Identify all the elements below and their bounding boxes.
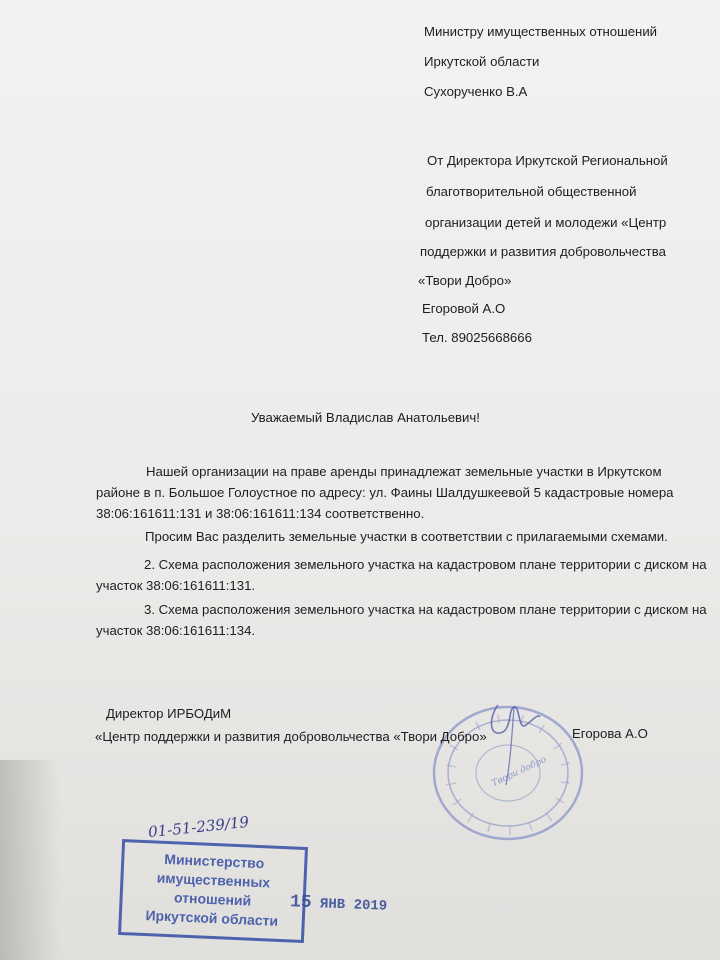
paragraph-scheme-2-line-1: 2. Схема расположения земельного участка на кадастровом плане территории с диском на	[144, 557, 707, 572]
sender-phone: Тел. 89025668666	[422, 330, 532, 345]
paragraph-scheme-2-line-2: участок 38:06:161611:131.	[96, 578, 256, 593]
signatory-name: Егорова А.О	[572, 726, 648, 741]
svg-text:Твори добро: Твори добро	[490, 755, 549, 789]
paragraph-scheme-3-line-2: участок 38:06:161611:134.	[96, 623, 256, 638]
addressee-line-2: Иркутской области	[424, 54, 540, 69]
sender-line-5: «Твори Добро»	[418, 273, 512, 288]
sender-line-3: организации детей и молодежи «Центр	[425, 215, 667, 230]
photo-shadow	[0, 760, 60, 960]
paragraph-scheme-3	[96, 599, 707, 641]
stamp-line-2: отношений	[173, 889, 252, 909]
paragraph-ownership-line-2: районе в п. Большое Голоустное по адресу: ул. Фаины Шалдушкеевой 5 кадастровые номера	[96, 485, 674, 500]
paragraph-ownership-line-3: 38:06:161611:131 и 38:06:161611:134 соответственно.	[96, 506, 425, 521]
addressee-line-3: Сухорученко В.А	[424, 84, 528, 99]
addressee-line-1: Министру имущественных отношений	[424, 24, 658, 39]
signatory-title: Директор ИРБОДиМ	[106, 706, 232, 721]
sender-name: Егоровой А.О	[422, 301, 506, 316]
ministry-receipt-stamp	[118, 839, 308, 943]
paragraph-scheme-3-line-1: 3. Схема расположения земельного участка на кадастровом плане территории с диском на	[144, 602, 707, 617]
paragraph-request: Просим Вас разделить земельные участки в соответствии с прилагаемыми схемами.	[145, 529, 668, 544]
sender-line-4: поддержки и развития добровольчества	[420, 244, 666, 259]
stamp-date-month-year: ЯНВ 2019	[319, 896, 388, 915]
registration-number-handwritten: 01-51-239/19	[147, 812, 250, 842]
stamp-line-1: Министерство имущественных	[156, 850, 271, 891]
paragraph-ownership-line-1: Нашей организации на праве аренды принадлежат земельные участки в Иркутском	[146, 464, 662, 479]
organization-round-seal	[428, 695, 588, 845]
signatory-organization: «Центр поддержки и развития добровольчества «Твори Добро»	[95, 729, 487, 744]
paragraph-scheme-2	[96, 554, 707, 596]
sender-line-2: благотворительной общественной	[426, 184, 637, 199]
stamp-date-day: 15	[289, 892, 312, 914]
paragraph-ownership	[96, 461, 674, 524]
salutation: Уважаемый Владислав Анатольевич!	[251, 410, 480, 425]
sender-line-1: От Директора Иркутской Региональной	[427, 153, 668, 168]
stamp-date	[290, 892, 388, 915]
stamp-line-3: Иркутской области	[145, 907, 279, 929]
